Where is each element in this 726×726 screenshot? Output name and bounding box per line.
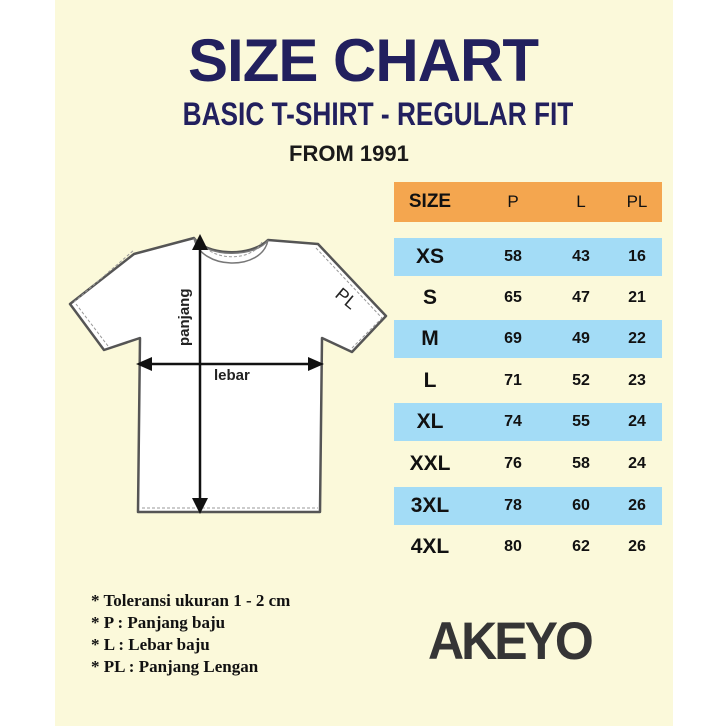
row-pl: 16 (628, 248, 646, 265)
table-row (394, 279, 662, 317)
header-pl: PL (626, 192, 648, 211)
row-p: 58 (504, 248, 522, 265)
row-size: M (421, 327, 439, 350)
row-size: XL (416, 410, 444, 433)
row-pl: 23 (628, 372, 646, 389)
row-p: 74 (504, 413, 522, 430)
row-size: XS (415, 245, 444, 268)
row-l: 62 (572, 538, 590, 555)
row-p: 69 (504, 330, 522, 347)
row-pl: 26 (628, 538, 646, 555)
row-l: 58 (572, 455, 590, 472)
row-l: 52 (572, 372, 590, 389)
row-p: 76 (504, 455, 522, 472)
row-pl: 24 (628, 455, 646, 472)
note-item: * Toleransi ukuran 1 - 2 cm (91, 591, 291, 610)
table-row (394, 320, 662, 358)
table-row (394, 362, 662, 400)
header-p: P (507, 192, 519, 211)
row-l: 47 (572, 289, 590, 306)
row-pl: 21 (628, 289, 646, 306)
row-l: 43 (572, 248, 590, 265)
table-row (394, 445, 662, 483)
row-p: 80 (504, 538, 522, 555)
header-l: L (576, 192, 586, 211)
row-size: 3XL (410, 494, 450, 517)
brand-logo: AKEYO (428, 611, 591, 671)
width-label: lebar (214, 367, 250, 384)
page-title: SIZE CHART (188, 27, 538, 94)
row-p: 71 (504, 372, 522, 389)
row-p: 78 (504, 497, 522, 514)
table-row (394, 487, 662, 525)
row-pl: 22 (628, 330, 646, 347)
table-header (394, 182, 662, 222)
row-l: 60 (572, 497, 590, 514)
notes-list (91, 590, 290, 678)
sleeve-label: PL (331, 283, 362, 314)
row-size: S (422, 286, 437, 309)
note-item: * L : Lebar baju (91, 635, 210, 654)
note-item: * PL : Panjang Lengan (91, 657, 259, 676)
table-row (394, 528, 662, 566)
table-row (394, 403, 662, 441)
page-subtitle: BASIC T-SHIRT - REGULAR FIT (182, 96, 574, 132)
header-size: SIZE (408, 191, 452, 212)
length-label: panjang (176, 288, 193, 346)
row-size: L (423, 369, 437, 392)
row-pl: 24 (628, 413, 646, 430)
since-text: FROM 1991 (289, 141, 409, 166)
table-row (394, 238, 662, 276)
row-l: 55 (572, 413, 590, 430)
row-p: 65 (504, 289, 522, 306)
row-l: 49 (572, 330, 590, 347)
note-item: * P : Panjang baju (91, 613, 226, 632)
row-size: 4XL (410, 535, 450, 558)
row-size: XXL (409, 452, 451, 475)
row-pl: 26 (628, 497, 646, 514)
